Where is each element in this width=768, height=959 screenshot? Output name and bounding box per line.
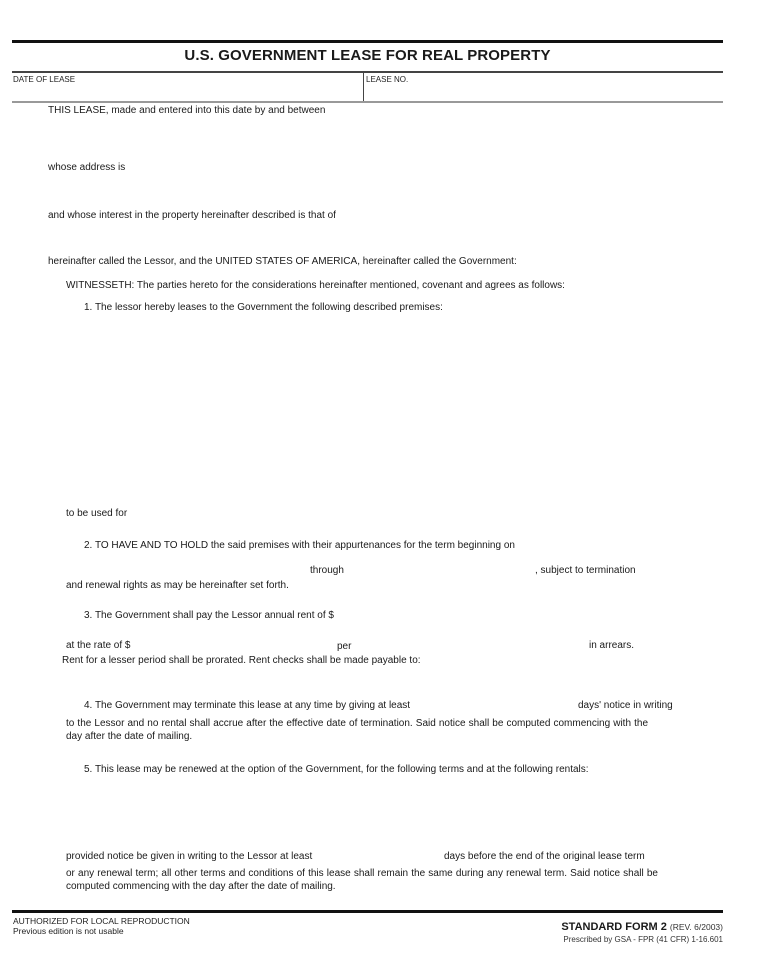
clause-1-text: 1. The lessor hereby leases to the Government the following described premises: <box>84 302 443 313</box>
per-period-field[interactable] <box>360 638 580 652</box>
term-start-field[interactable] <box>66 565 306 579</box>
bottom-rule <box>12 910 723 913</box>
lessor-interest-field[interactable] <box>48 226 708 250</box>
termination-days-field[interactable] <box>460 698 570 712</box>
form-identifier <box>561 921 723 933</box>
term-end-field[interactable] <box>352 565 532 579</box>
lessor-name-field[interactable] <box>48 122 708 152</box>
renewal-notice-text: provided notice be given in writing to the Lessor at least <box>66 851 313 862</box>
lessor-address-field[interactable] <box>48 178 708 204</box>
clause-5-continuation: or any renewal term; all other terms and conditions of this lease shall remain the same during any renewal term. Said notice shall be computed commencing with the day after the date of mailing. <box>66 868 658 892</box>
date-of-lease-label: DATE OF LEASE <box>13 75 76 84</box>
fields-bottom-rule <box>12 101 723 103</box>
intro-line-2: whose address is <box>48 162 126 173</box>
clause-2-continuation: and renewal rights as may be hereinafter set forth. <box>66 580 289 591</box>
through-label: through <box>310 565 344 576</box>
per-label: per <box>337 641 352 652</box>
prescribed-by-text: Prescribed by GSA - FPR (41 CFR) 1-16.601 <box>563 935 723 944</box>
clause-2-text: 2. TO HAVE AND TO HOLD the said premises with their appurtenances for the term beginning on <box>84 540 515 551</box>
in-arrears-label: in arrears. <box>589 640 635 651</box>
used-for-label: to be used for <box>66 508 128 519</box>
days-notice-label: days' notice in writing <box>578 700 673 711</box>
renewal-notice-days-label: days before the end of the original lease term <box>444 851 645 862</box>
payee-field[interactable] <box>66 670 716 696</box>
previous-edition-text: Previous edition is not usable <box>13 926 124 936</box>
premises-description-field[interactable] <box>66 320 716 500</box>
clause-5-text: 5. This lease may be renewed at the option of the Government, for the following terms and at the following rentals: <box>84 764 589 775</box>
intro-line-3: and whose interest in the property hereinafter described is that of <box>48 210 336 221</box>
lease-no-field[interactable] <box>366 86 716 100</box>
rate-label: at the rate of $ <box>66 640 131 651</box>
intro-line-4: hereinafter called the Lessor, and the UNITED STATES OF AMERICA, hereinafter called the Government: <box>48 256 517 267</box>
field-divider <box>363 72 364 102</box>
subject-to-termination-text: , subject to termination <box>535 565 636 576</box>
renewal-terms-field[interactable] <box>66 782 716 842</box>
form-revision: (REV. 6/2003) <box>669 922 723 932</box>
clause-4-text: 4. The Government may terminate this lease at any time by giving at least <box>84 700 411 711</box>
header-divider <box>12 71 723 73</box>
annual-rent-field[interactable] <box>360 608 710 622</box>
lease-no-label: LEASE NO. <box>366 75 409 84</box>
clause-4-continuation: to the Lessor and no rental shall accrue after the effective date of termination. Said notice shall be computed commencing with the day after the date of mailing. <box>66 718 648 742</box>
page-title: U.S. GOVERNMENT LEASE FOR REAL PROPERTY <box>184 47 551 64</box>
top-rule <box>12 40 723 43</box>
witnesseth-text: WITNESSETH: The parties hereto for the considerations hereinafter mentioned, covenant and agrees as follows: <box>66 280 565 291</box>
rate-field[interactable] <box>140 638 330 652</box>
intro-line-1: THIS LEASE, made and entered into this date by and between <box>48 105 326 116</box>
authorized-reproduction-text: AUTHORIZED FOR LOCAL REPRODUCTION <box>13 916 190 926</box>
date-of-lease-field[interactable] <box>13 86 358 100</box>
renewal-notice-days-field[interactable] <box>350 849 440 863</box>
form-name: STANDARD FORM 2 <box>561 921 667 933</box>
used-for-field[interactable] <box>140 506 710 522</box>
payable-to-text: Rent for a lesser period shall be prorated. Rent checks shall be made payable to: <box>62 655 421 666</box>
clause-3-text: 3. The Government shall pay the Lessor annual rent of $ <box>84 610 334 621</box>
